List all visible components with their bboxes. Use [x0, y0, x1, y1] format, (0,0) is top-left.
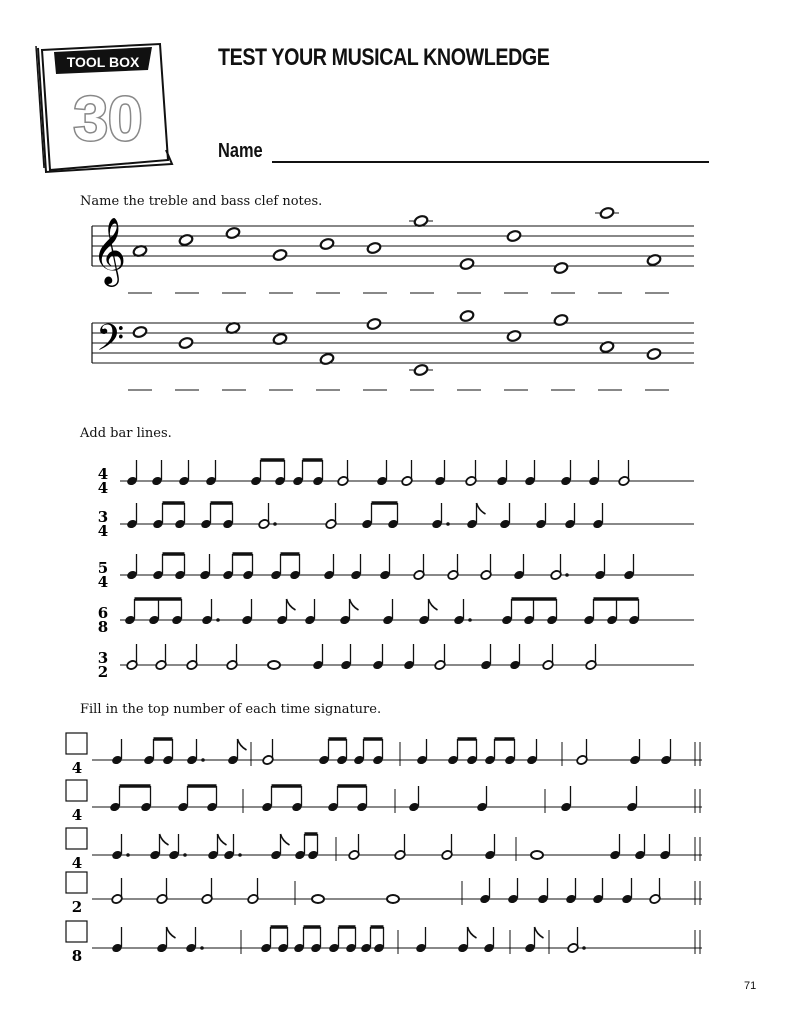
- dot: [238, 853, 242, 857]
- whole-note: [366, 242, 381, 255]
- time-signature-bottom: 4: [71, 759, 83, 777]
- clef-notes-instruction: Name the treble and bass clef notes.: [80, 194, 323, 209]
- dot: [201, 758, 205, 762]
- time-signature-bottom: 4: [71, 854, 83, 872]
- bar-lines-instruction: Add bar lines.: [80, 426, 172, 441]
- time-signature-answer-box[interactable]: [66, 828, 87, 849]
- dot: [216, 618, 220, 622]
- whole-note: [646, 254, 661, 267]
- whole-note: [178, 337, 193, 350]
- eighth-flag: [287, 599, 296, 610]
- treble-clef-icon: 𝄞: [92, 216, 127, 284]
- page-title: TEST YOUR MUSICAL KNOWLEDGE: [218, 44, 550, 71]
- whole-note: [531, 851, 543, 859]
- time-signature-answer-box[interactable]: [66, 921, 87, 942]
- whole-note: [413, 364, 428, 377]
- time-signature-instruction: Fill in the top number of each time signature.: [80, 702, 382, 717]
- dot: [200, 946, 204, 950]
- dot: [468, 618, 472, 622]
- page-number: 71: [744, 980, 757, 992]
- time-signature-top: 6: [97, 604, 109, 622]
- time-signature-bottom: 4: [97, 522, 109, 540]
- time-signature-line-4: [66, 872, 702, 916]
- eighth-flag: [218, 834, 227, 845]
- whole-note: [178, 234, 193, 247]
- whole-note: [387, 895, 399, 903]
- time-signature-bottom: 8: [97, 618, 109, 636]
- rhythm-line-3: [98, 554, 694, 591]
- time-signature-line-1: [66, 733, 702, 777]
- time-signature-bottom: 4: [97, 573, 109, 591]
- eighth-flag: [350, 599, 359, 610]
- time-signature-bottom: 2: [97, 663, 109, 681]
- rhythm-line-1: [98, 460, 694, 497]
- whole-note: [272, 249, 287, 262]
- eighth-flag: [477, 503, 486, 514]
- name-answer-line[interactable]: [272, 161, 709, 163]
- rhythm-line-4: [98, 599, 694, 636]
- whole-note: [553, 262, 568, 275]
- whole-note: [268, 661, 280, 669]
- time-signature-bottom: 8: [71, 947, 83, 965]
- whole-note: [553, 314, 568, 327]
- bass-clef-icon: 𝄢: [96, 317, 125, 368]
- tool-box-number: 30: [73, 85, 143, 154]
- time-signature-line-2: [66, 780, 702, 824]
- rhythm-line-5: [98, 644, 694, 681]
- whole-note: [366, 318, 381, 331]
- time-signature-bottom: 2: [71, 898, 83, 916]
- dot: [273, 522, 277, 526]
- eighth-flag: [281, 834, 290, 845]
- time-signature-answer-box[interactable]: [66, 872, 87, 893]
- eighth-flag: [468, 927, 477, 938]
- time-signature-line-5: [66, 921, 702, 965]
- tool-box-label: TOOL BOX: [66, 54, 140, 70]
- time-signature-line-3: [66, 828, 702, 872]
- whole-note: [599, 207, 614, 220]
- whole-note: [459, 310, 474, 323]
- time-signature-top: 4: [97, 465, 109, 483]
- whole-note: [506, 330, 521, 343]
- whole-note: [506, 230, 521, 243]
- treble-staff: [92, 207, 694, 293]
- eighth-flag: [238, 739, 247, 750]
- eighth-flag: [160, 834, 169, 845]
- whole-note: [319, 353, 334, 366]
- dot: [446, 522, 450, 526]
- whole-note: [599, 341, 614, 354]
- eighth-flag: [429, 599, 438, 610]
- time-signature-answer-box[interactable]: [66, 733, 87, 754]
- eighth-flag: [167, 927, 176, 938]
- time-signature-top: 3: [97, 508, 109, 526]
- time-signature-top: 3: [97, 649, 109, 667]
- whole-note: [319, 238, 334, 251]
- time-signature-bottom: 4: [97, 479, 109, 497]
- dot: [565, 573, 569, 577]
- eighth-flag: [535, 927, 544, 938]
- dot: [126, 853, 130, 857]
- whole-note: [272, 333, 287, 346]
- whole-note: [132, 326, 147, 339]
- whole-note: [646, 348, 661, 361]
- time-signature-bottom: 4: [71, 806, 83, 824]
- whole-note: [312, 895, 324, 903]
- name-label: Name: [218, 140, 263, 162]
- rhythm-line-2: [98, 503, 694, 540]
- tool-box-badge: [36, 44, 172, 172]
- whole-note: [459, 258, 474, 271]
- whole-note: [225, 227, 240, 240]
- dot: [582, 946, 586, 950]
- time-signature-top: 5: [97, 559, 109, 577]
- dot: [183, 853, 187, 857]
- bass-staff: [92, 310, 694, 390]
- time-signature-answer-box[interactable]: [66, 780, 87, 801]
